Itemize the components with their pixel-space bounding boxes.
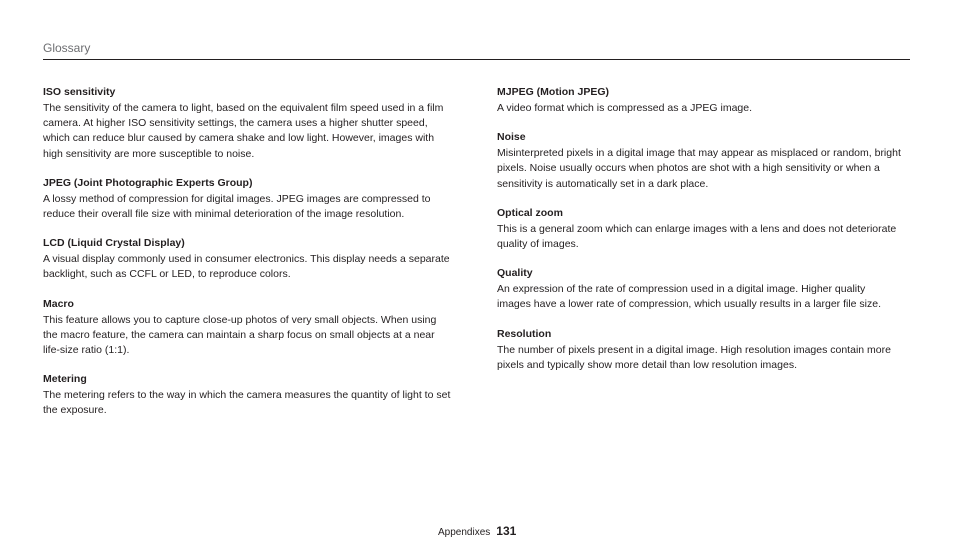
glossary-entry-mjpeg [497, 85, 901, 116]
glossary-entry-lcd [43, 236, 453, 282]
glossary-definition: A video format which is compressed as a JPEG image. [497, 102, 753, 114]
page-header-title: Glossary [43, 41, 91, 55]
glossary-definition: This feature allows you to capture close-up photos of very small objects. When using the macro feature, the camera can maintain a sharp focus on small objects at a near life-size ratio (1:1). [43, 313, 437, 357]
glossary-definition: The number of pixels present in a digital image. High resolution images contain more pixels and typically show more detail than low resolution images. [497, 343, 891, 371]
glossary-column-left [43, 85, 453, 433]
glossary-term: Resolution [497, 327, 552, 340]
glossary-entry-noise [497, 130, 901, 192]
glossary-entry-resolution [497, 327, 901, 373]
glossary-entry-macro [43, 297, 453, 359]
glossary-definition: The sensitivity of the camera to light, based on the equivalent film speed used in a film camera. At higher ISO sensitivity settings, the camera uses a higher shutter speed, which can reduce blur caused by camera shake and low light. However, images with high sensitivity are more susceptible to noise. [43, 102, 444, 160]
glossary-entry-quality [497, 266, 901, 312]
glossary-definition: A visual display commonly used in consumer electronics. This display needs a separate backlight, such as CCFL or LED, to reproduce colors. [43, 253, 450, 281]
glossary-definition: A lossy method of compression for digital images. JPEG images are compressed to reduce their overall file size with minimal deterioration of the image resolution. [43, 192, 431, 221]
glossary-term: Macro [43, 297, 74, 310]
glossary-definition: The metering refers to the way in which the camera measures the quantity of light to set the exposure. [43, 389, 451, 417]
glossary-term: Metering [43, 373, 87, 386]
glossary-entry-metering [43, 372, 453, 418]
glossary-column-right [497, 85, 901, 387]
glossary-definition: This is a general zoom which can enlarge images with a lens and does not deteriorate quality of images. [497, 222, 897, 251]
glossary-term: MJPEG (Motion JPEG) [497, 86, 610, 98]
glossary-term: Quality [497, 267, 533, 280]
glossary-entry-iso-sensitivity [43, 85, 453, 162]
glossary-term: Noise [497, 131, 526, 144]
glossary-term: LCD (Liquid Crystal Display) [43, 237, 185, 250]
footer-section-label: Appendixes [438, 527, 491, 538]
glossary-entry-optical-zoom [497, 206, 901, 252]
glossary-entry-jpeg [43, 176, 453, 222]
header-divider [43, 59, 910, 60]
glossary-definition: An expression of the rate of compression used in a digital image. Higher quality images have a lower rate of compression, which usually results in a larger file size. [497, 283, 882, 311]
glossary-term: Optical zoom [497, 206, 563, 219]
glossary-definition: Misinterpreted pixels in a digital image that may appear as misplaced or random, bright pixels. Noise usually occurs when photos are shot with a high sensitivity or when a sensitivity is automatically set in a dark place. [497, 147, 901, 190]
page-number: 131 [496, 524, 517, 538]
page-footer [438, 524, 516, 540]
glossary-term: JPEG (Joint Photographic Experts Group) [43, 176, 253, 189]
glossary-term: ISO sensitivity [43, 86, 116, 98]
